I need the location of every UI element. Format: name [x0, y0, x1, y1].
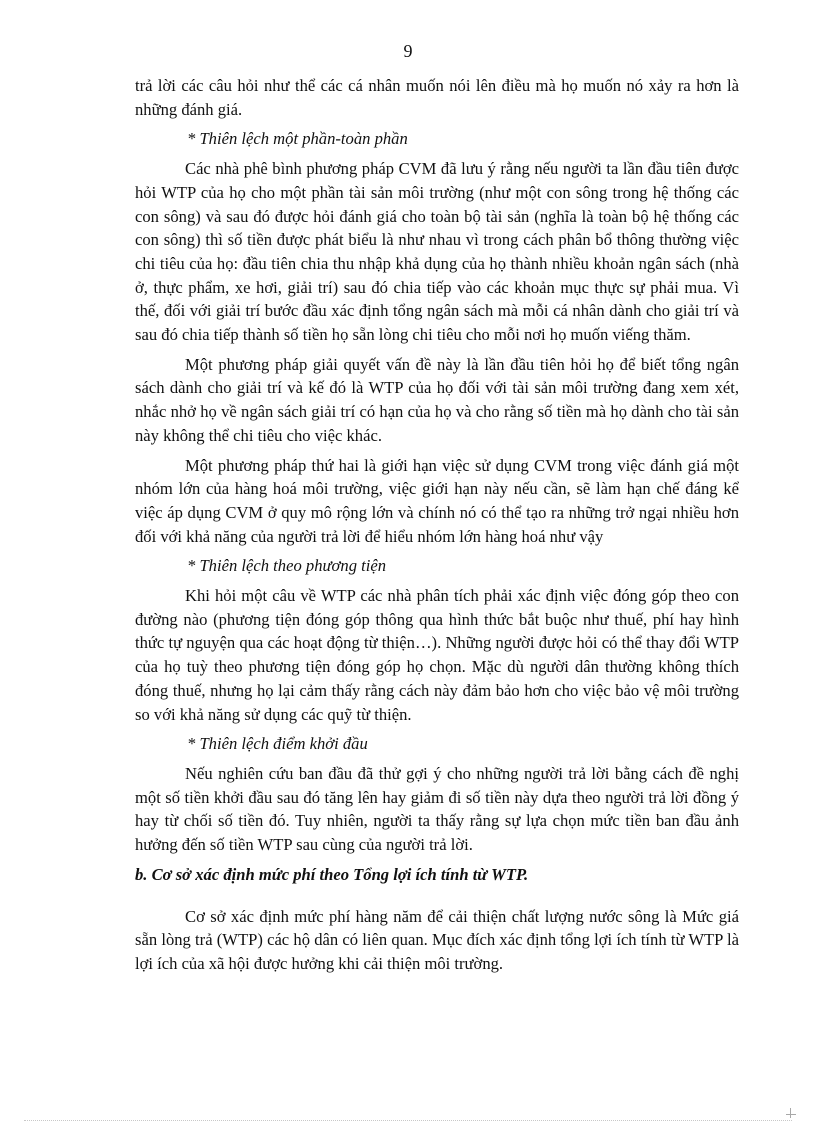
- paragraph-continuation: trả lời các câu hỏi như thể các cá nhân muốn nói lên điều mà họ muốn nó xảy ra hơn là những đánh giá.: [135, 76, 739, 119]
- page-bottom-border: [24, 1120, 792, 1121]
- section-heading: b. Cơ sở xác định mức phí theo Tổng lợi ích tính từ WTP.: [135, 864, 529, 884]
- subheading-starting-point-bias: * Thiên lệch điểm khởi đầu: [187, 734, 368, 754]
- body-text: [135, 74, 739, 982]
- paragraph: Các nhà phê bình phương pháp CVM đã lưu ý rằng nếu người ta lần đầu tiên được hỏi WTP của họ cho một phần tài sản môi trường (như một con sông trong hệ thống các con sông) và sau đó được hỏi đánh giá cho toàn bộ tài sản (nghĩa là toàn bộ hệ thống các con sông) thì số tiền được phát biểu là như nhau vì trong cách phân bổ thông thường việc chi tiêu của họ: đầu tiên chia thu nhập khả dụng của họ thành nhiều khoản ngân sách (nhà ở, thực phẩm, xe hơi, giải trí) sau đó chia tiếp vào các khoản mục thực sự phải mua. Vì thế, đối với giải trí bước đầu xác định tổng ngân sách mà mỗi cá nhân dành cho giải trí và sau đó chia tiếp thành số tiền họ sẵn lòng chi tiêu cho mỗi nơi họ muốn viếng thăm.: [135, 159, 739, 345]
- page-number: 9: [403, 41, 413, 61]
- subheading-vehicle-bias: * Thiên lệch theo phương tiện: [187, 556, 387, 576]
- paragraph: Cơ sở xác định mức phí hàng năm để cải thiện chất lượng nước sông là Mức giá sẵn lòng trả (WTP) các hộ dân có liên quan. Mục đích xác định tổng lợi ích tính từ WTP là lợi ích của xã hội được hưởng khi cải thiện môi trường.: [135, 906, 739, 973]
- crop-mark-icon: [786, 1108, 796, 1118]
- paragraph: Một phương pháp giải quyết vấn đề này là lần đầu tiên hỏi họ để biết tổng ngân sách dành cho giải trí và kế đó là WTP của họ đối với tài sản môi trường đang xem xét, nhắc nhở họ về ngân sách giải trí có hạn của họ và cho rằng số tiền mà họ dành cho tài sản này không thể chi tiêu cho việc khác.: [135, 354, 739, 445]
- subheading-partial-whole-bias: * Thiên lệch một phần-toàn phần: [187, 129, 408, 149]
- paragraph: Một phương pháp thứ hai là giới hạn việc sử dụng CVM trong việc đánh giá một nhóm lớn của hàng hoá môi trường, việc giới hạn này nếu cần, sẽ làm hạn chế đáng kể việc áp dụng CVM ở quy mô rộng lớn và chính nó có thể tạo ra những trở ngại nhiều hơn đối với khả năng của người trả lời để hiểu nhóm lớn hàng hoá như vậy: [135, 455, 739, 546]
- paragraph: Khi hỏi một câu về WTP các nhà phân tích phải xác định việc đóng góp theo con đường nào (phương tiện đóng góp thông qua hình thức bắt buộc như thuế, phí hay hình thức tự nguyện qua các hoạt động từ thiện…). Những người được hỏi có thể thay đổi WTP của họ tuỳ theo phương tiện đóng góp họ chọn. Mặc dù người dân thường không thích đóng thuế, nhưng họ lại cảm thấy rằng cách này đảm bảo hơn cho việc bảo vệ môi trường so với khả năng sử dụng các quỹ từ thiện.: [135, 586, 739, 724]
- paragraph: Nếu nghiên cứu ban đầu đã thử gợi ý cho những người trả lời bằng cách đề nghị một số tiền khởi đầu sau đó tăng lên hay giảm đi số tiền này dựa theo người trả lời đồng ý hay từ chối số tiền đó. Tuy nhiên, người ta thấy rằng sự lựa chọn mức tiền ban đầu ảnh hưởng đến số tiền WTP sau cùng của người trả lời.: [135, 763, 739, 855]
